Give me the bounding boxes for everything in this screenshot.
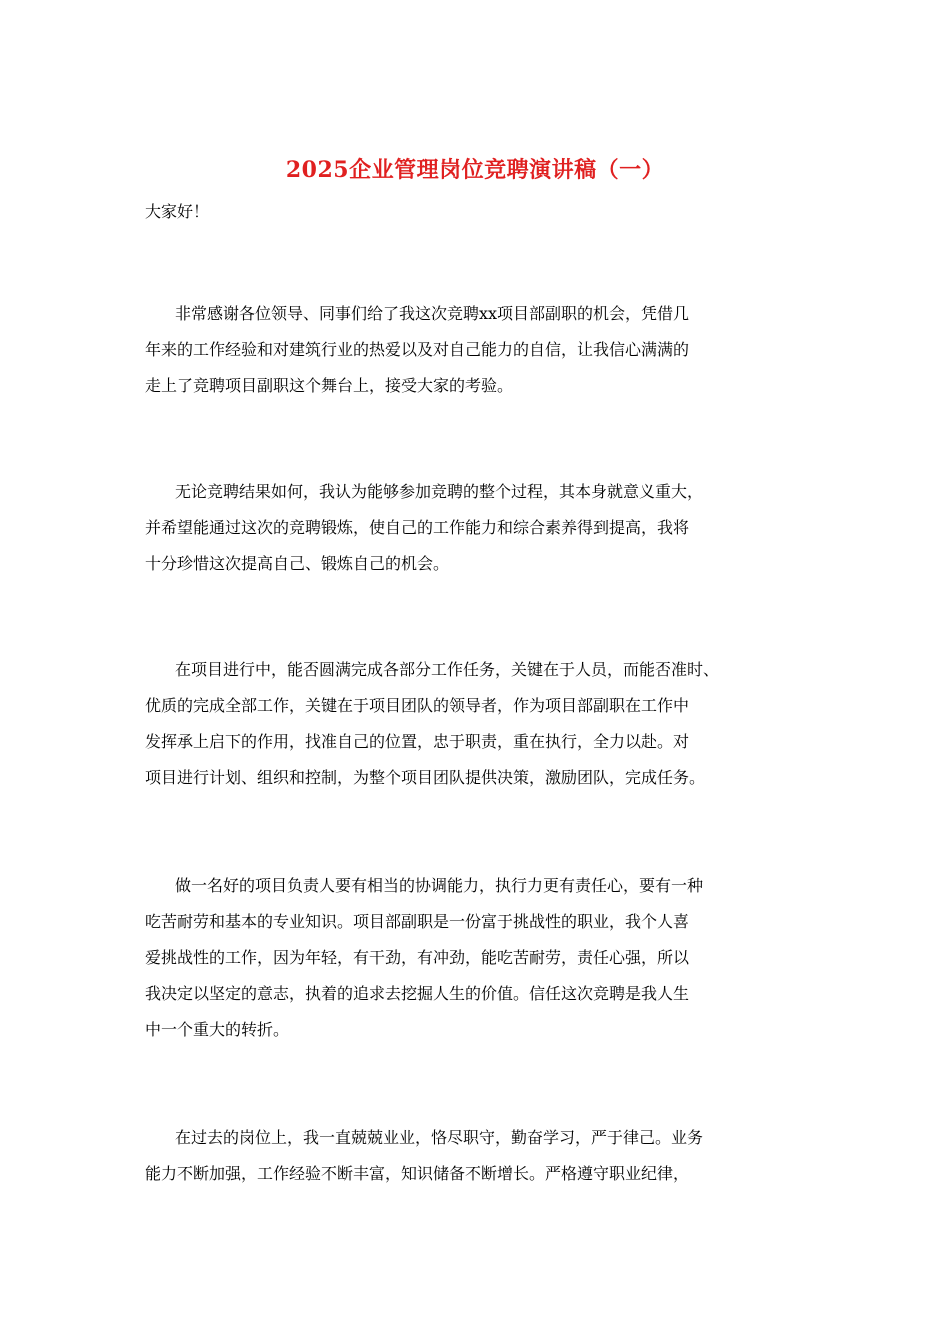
paragraph-4: [145, 868, 835, 1048]
paragraph-line: 并希望能通过这次的竞聘锻炼，使自己的工作能力和综合素养得到提高，我将: [145, 518, 690, 537]
paragraph-5: [145, 1120, 835, 1192]
document-title: 2025企业管理岗位竞聘演讲稿（一）: [285, 157, 665, 183]
paragraph-line: 年来的工作经验和对建筑行业的热爱以及对自己能力的自信，让我信心满满的: [145, 340, 690, 359]
paragraph-2: [145, 474, 835, 582]
paragraph-line: 吃苦耐劳和基本的专业知识。项目部副职是一份富于挑战性的职业，我个人喜: [145, 912, 690, 931]
paragraph-line: 中一个重大的转折。: [145, 1020, 290, 1039]
paragraph-line: 爱挑战性的工作，因为年轻，有干劲，有冲劲，能吃苦耐劳，责任心强，所以: [145, 948, 690, 967]
paragraph-line: 在项目进行中，能否圆满完成各部分工作任务，关键在于人员，而能否准时、: [175, 660, 720, 679]
paragraph-line: 无论竞聘结果如何，我认为能够参加竞聘的整个过程，其本身就意义重大，: [175, 482, 704, 501]
paragraph-line: 十分珍惜这次提高自己、锻炼自己的机会。: [145, 554, 450, 573]
paragraph-line: 走上了竞聘项目副职这个舞台上，接受大家的考验。: [145, 376, 514, 395]
paragraph-line: 非常感谢各位领导、同事们给了我这次竞聘xx项目部副职的机会，凭借几: [175, 304, 690, 323]
paragraph-line: 在过去的岗位上，我一直兢兢业业，恪尽职守，勤奋学习，严于律己。业务: [175, 1128, 704, 1147]
paragraph-line: 发挥承上启下的作用，找准自己的位置，忠于职责，重在执行，全力以赴。对: [145, 732, 690, 751]
paragraph-line: 我决定以坚定的意志，执着的追求去挖掘人生的价值。信任这次竞聘是我人生: [145, 984, 690, 1003]
paragraph-line: 做一名好的项目负责人要有相当的协调能力，执行力更有责任心，要有一种: [175, 876, 704, 895]
paragraph-line: 能力不断加强，工作经验不断丰富，知识储备不断增长。严格遵守职业纪律，: [145, 1164, 690, 1183]
paragraph-line: 项目进行计划、组织和控制，为整个项目团队提供决策，激励团队，完成任务。: [145, 768, 706, 787]
greeting-text: 大家好！: [145, 202, 210, 221]
paragraph-1: [145, 296, 835, 404]
paragraph-line: 优质的完成全部工作，关键在于项目团队的领导者，作为项目部副职在工作中: [145, 696, 690, 715]
paragraph-3: [145, 652, 835, 796]
